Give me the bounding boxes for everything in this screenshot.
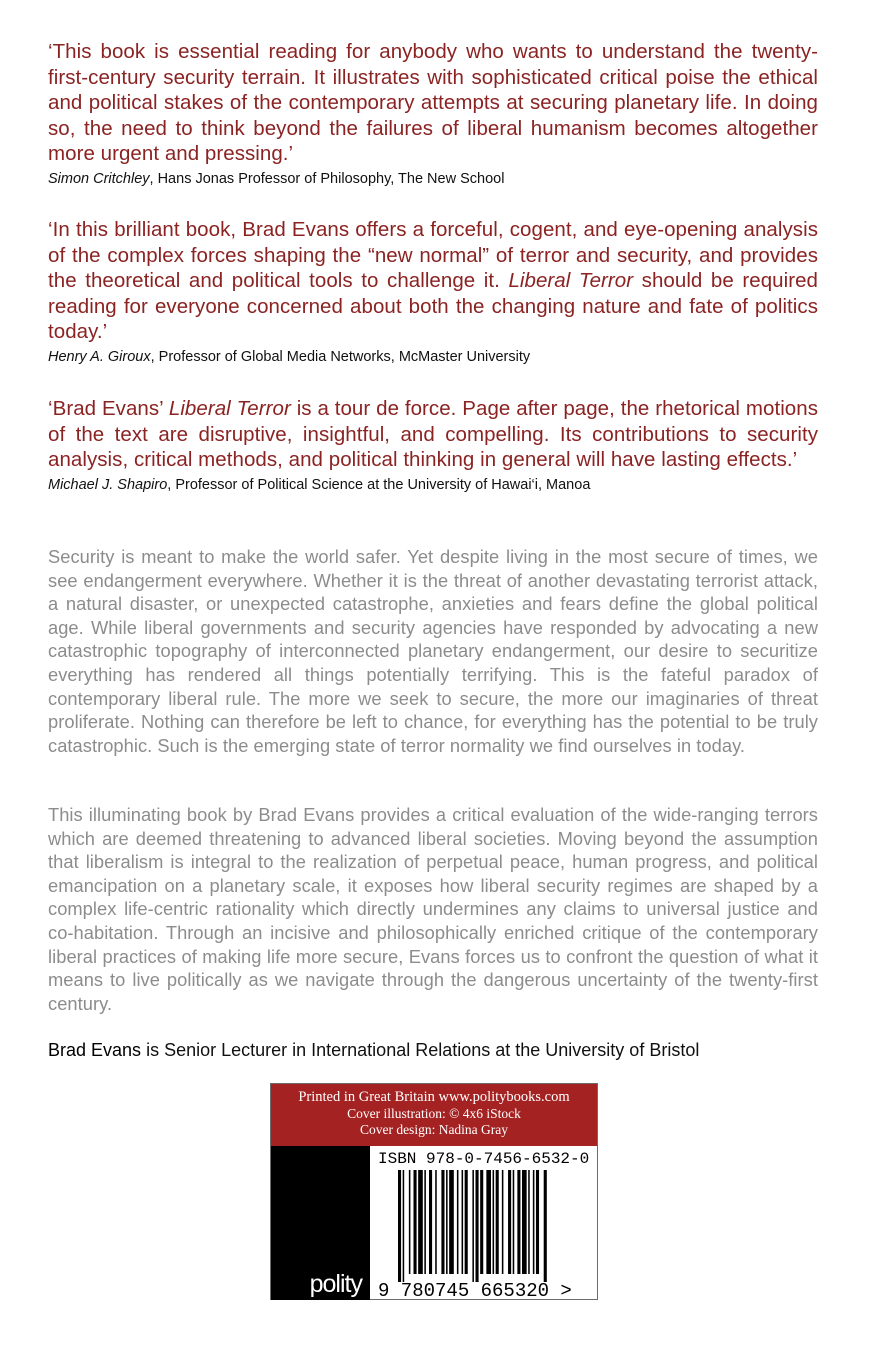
barcode-bar <box>544 1170 547 1282</box>
description-paragraph-1: Security is meant to make the world safer. Yet despite living in the most secure of times, we see endangerment everywhere. Whether it is the threat of another devastating terrorist attack, a natural disaster, or unexpected catastrophe, anxieties and fears define the global political age. While liberal governments and security agencies have responded by advocating a new catastrophic topography of interconnected planetary endangerment, our desire to securitize everything has rendered all things potentially terrifying. This is the fateful paradox of contemporary liberal rule. The more we seek to secure, the more our imaginaries of threat proliferate. Nothing can therefore be left to chance, for everything has the potential to be truly catastrophic. Such is the emerging state of terror normality we find ourselves in today. <box>48 546 818 756</box>
barcode-bar <box>502 1170 504 1274</box>
book-title-italic: Liberal Terror <box>168 397 291 420</box>
endorsement-affiliation: , Professor of Global Media Networks, McMaster University <box>150 348 531 365</box>
barcode-bar <box>493 1170 495 1274</box>
barcode-bar <box>513 1170 515 1274</box>
endorsement-quote <box>48 217 818 345</box>
author-bio <box>48 1038 699 1062</box>
quote-text: should be required reading for everyone concerned about both the changing nature and fate of politics today.’ <box>48 269 818 344</box>
barcode-bar <box>446 1170 448 1274</box>
cover-illustration-credit: Cover illustration: © 4x6 iStock <box>347 1106 521 1121</box>
endorsement-attribution <box>48 169 818 189</box>
imprint-box <box>270 1083 598 1300</box>
barcode-bar <box>517 1170 520 1274</box>
printed-in-line: Printed in Great Britain www.politybooks.com <box>298 1089 570 1105</box>
endorsement-affiliation: , Hans Jonas Professor of Philosophy, The New School <box>149 170 505 187</box>
barcode-bar <box>441 1170 444 1274</box>
polity-logo: polity <box>309 1270 362 1298</box>
book-title-italic: Liberal Terror <box>508 269 634 293</box>
barcode-bar <box>457 1170 459 1274</box>
barcode-bar <box>496 1170 499 1274</box>
cover-design-credit: Cover design: Nadina Gray <box>359 1122 509 1137</box>
barcode-bar <box>398 1170 401 1282</box>
quote-text: ‘In this brilliant book, Brad Evans offers a forceful, cogent, and eye-opening analysis of the complex forces shaping the “new normal” of terror and security, and provides the theoretical and political tools to challenge it. <box>48 218 818 293</box>
endorsement-quote <box>48 39 818 167</box>
endorsement-author: Henry A. Giroux <box>48 348 151 365</box>
quote-text: is a tour de force. Page after page, the rhetorical motions of the text are disruptive, insightful, and compelling. Its contributions to security analysis, critical methods, and political thinking in general will have lasting effects.’ <box>48 397 819 472</box>
quote-text: ‘Brad Evans’ <box>48 397 169 420</box>
endorsement-author: Michael J. Shapiro <box>48 476 168 493</box>
isbn-barcode <box>376 1168 592 1300</box>
barcode-bar <box>536 1170 539 1274</box>
endorsement-affiliation: , Professor of Political Science at the University of Hawai‘i, Manoa <box>167 476 591 493</box>
endorsement-3 <box>48 396 818 495</box>
endorsement-author: Simon Critchley <box>48 170 150 187</box>
barcode-bar <box>414 1170 417 1274</box>
barcode-bar <box>429 1170 432 1274</box>
barcode-bar <box>435 1170 437 1274</box>
barcode-bar <box>522 1170 527 1274</box>
barcode-bar <box>486 1170 491 1274</box>
author-bio-text: is Senior Lecturer in International Relations at the University of Bristol <box>141 1040 700 1060</box>
barcode-bar <box>462 1170 464 1274</box>
barcode-bar <box>533 1170 535 1274</box>
endorsement-attribution <box>48 347 818 367</box>
barcode-bar <box>472 1170 474 1282</box>
barcode-bar <box>403 1170 405 1282</box>
barcode-bar <box>409 1170 411 1274</box>
quote-text: ‘This book is essential reading for anybody who wants to understand the twenty-first-century security terrain. It illustrates with sophisticated critical poise the ethical and political stakes of the contemporary attempts at securing planetary life. In doing so, the need to think beyond the failures of liberal humanism becomes altogether more urgent and pressing.’ <box>48 40 818 166</box>
endorsement-1 <box>48 39 818 189</box>
description-paragraph-2: This illuminating book by Brad Evans provides a critical evaluation of the wide-ranging terrors which are deemed threatening to advanced liberal societies. Moving beyond the assumption that liberalism is integral to the realization of perpetual peace, human progress, and political emancipation on a planetary scale, it exposes how liberal security regimes are shaped by a complex life-centric rationality which directly undermines any claims to universal justice and co-habitation. Through an incisive and philosophically enriched critique of the contemporary liberal practices of making life more secure, Evans forces us to confront the question of what it means to live politically as we navigate through the dangerous uncertainty of the twenty-first century. <box>48 804 818 1014</box>
barcode-bar <box>449 1170 454 1274</box>
isbn-label: ISBN 978-0-7456-6532-0 <box>378 1150 590 1168</box>
endorsement-quote <box>48 396 818 473</box>
barcode-digits: 9 780745 665320 > <box>378 1280 572 1300</box>
barcode-bar <box>418 1170 423 1274</box>
barcode-bar <box>424 1170 426 1274</box>
barcode-bar <box>465 1170 468 1274</box>
imprint-band <box>271 1084 597 1146</box>
barcode-bar <box>508 1170 511 1274</box>
barcode-bar <box>480 1170 483 1274</box>
author-name: Brad Evans <box>48 1040 142 1060</box>
barcode-bars <box>398 1170 547 1282</box>
publisher-block <box>271 1146 370 1300</box>
endorsement-2 <box>48 217 818 367</box>
endorsement-attribution <box>48 475 818 495</box>
barcode-bar <box>476 1170 479 1282</box>
barcode-bar <box>528 1170 530 1274</box>
